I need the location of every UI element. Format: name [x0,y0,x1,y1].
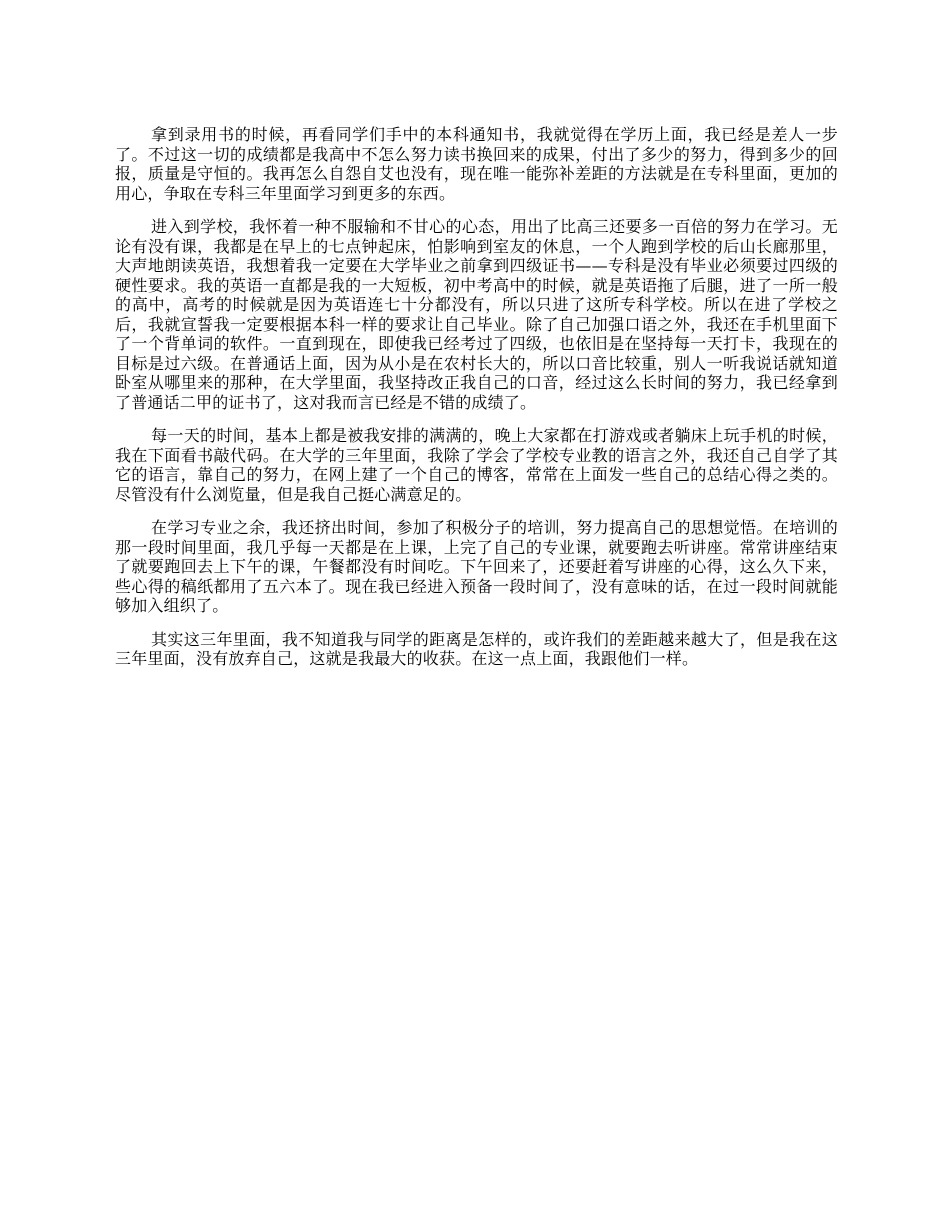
paragraph-4: 在学习专业之余，我还挤出时间，参加了积极分子的培训，努力提高自己的思想觉悟。在培训的那一段时间里面，我几乎每一天都是在上课，上完了自己的专业课，就要跑去听讲座。常常讲座结束了就要跑回去上下午的课，午餐都没有时间吃。下午回来了，还要赶着写讲座的心得，这么久下来，些心得的稿纸都用了五六本了。现在我已经进入预备一段时间了，没有意味的话，在过一段时间就能够加入组织了。 [115,518,838,615]
paragraph-5: 其实这三年里面，我不知道我与同学的距离是怎样的，或许我们的差距越来越大了，但是我在这三年里面，没有放弃自己，这就是我最大的收获。在这一点上面，我跟他们一样。 [115,629,838,668]
paragraph-2: 进入到学校，我怀着一种不服输和不甘心的心态，用出了比高三还要多一百倍的努力在学习。无论有没有课，我都是在早上的七点钟起床，怕影响到室友的休息，一个人跑到学校的后山长廊那里，大声地朗读英语，我想着我一定要在大学毕业之前拿到四级证书——专科是没有毕业必须要过四级的硬性要求。我的英语一直都是我的一大短板，初中考高中的时候，就是英语拖了后腿，进了一所一般的高中，高考的时候就是因为英语连七十分都没有，所以只进了这所专科学校。所以在进了学校之后，我就宣誓我一定要根据本科一样的要求让自己毕业。除了自己加强口语之外，我还在手机里面下了一个背单词的软件。一直到现在，即使我已经考过了四级，也依旧是在坚持每一天打卡，我现在的目标是过六级。在普通话上面，因为从小是在农村长大的，所以口音比较重，别人一听我说话就知道卧室从哪里来的那种，在大学里面，我坚持改正我自己的口音，经过这么长时间的努力，我已经拿到了普通话二甲的证书了，这对我而言已经是不错的成绩了。 [115,217,838,412]
document-body [115,125,838,683]
paragraph-3: 每一天的时间，基本上都是被我安排的满满的，晚上大家都在打游戏或者躺床上玩手机的时候，我在下面看书敲代码。在大学的三年里面，我除了学会了学校专业教的语言之外，我还自己自学了其它的语言，靠自己的努力，在网上建了一个自己的博客，常常在上面发一些自己的总结心得之类的。尽管没有什么浏览量，但是我自己挺心满意足的。 [115,426,838,504]
paragraph-1: 拿到录用书的时候，再看同学们手中的本科通知书，我就觉得在学历上面，我已经是差人一步了。不过这一切的成绩都是我高中不怎么努力读书换回来的成果，付出了多少的努力，得到多少的回报，质量是守恒的。我再怎么自怨自艾也没有，现在唯一能弥补差距的方法就是在专科里面，更加的用心，争取在专科三年里面学习到更多的东西。 [115,125,838,203]
